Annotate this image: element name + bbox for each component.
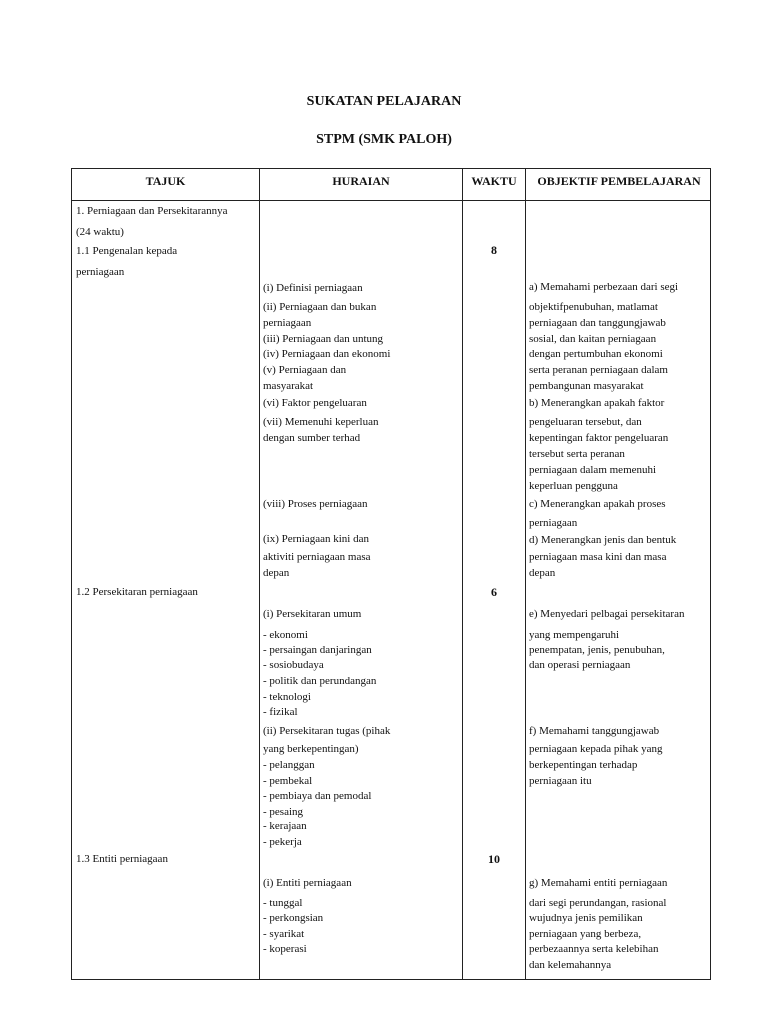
huraian-line: (vi) Faktor pengeluaran: [263, 397, 367, 409]
header-waktu: WAKTU: [471, 174, 517, 188]
huraian-line: - pembekal: [263, 775, 313, 787]
huraian-line: - pekerja: [263, 836, 302, 848]
objektif-line: kepentingan faktor pengeluaran: [529, 432, 669, 444]
objektif-line: c) Menerangkan apakah proses: [529, 498, 666, 510]
huraian-line: depan: [263, 567, 290, 579]
column-divider: [525, 169, 526, 979]
tajuk-line: 1.2 Persekitaran perniagaan: [76, 586, 198, 598]
document-subtitle: STPM (SMK PALOH): [316, 132, 452, 147]
objektif-line: dan operasi perniagaan: [529, 659, 631, 671]
tajuk-line: 1. Perniagaan dan Persekitarannya: [76, 205, 228, 217]
document-title: SUKATAN PELAJARAN: [306, 94, 462, 109]
huraian-line: - kerajaan: [263, 820, 307, 832]
header-huraian: HURAIAN: [332, 174, 390, 188]
objektif-line: dan kelemahannya: [529, 959, 612, 971]
waktu-value: 6: [491, 585, 497, 599]
waktu-value: 8: [491, 243, 497, 257]
objektif-line: f) Memahami tanggungjawab: [529, 725, 660, 737]
huraian-line: - fizikal: [263, 706, 298, 718]
huraian-line: - teknologi: [263, 691, 311, 703]
huraian-line: (viii) Proses perniagaan: [263, 498, 368, 510]
huraian-line: (i) Persekitaran umum: [263, 608, 362, 620]
huraian-line: - persaingan danjaringan: [263, 644, 372, 656]
huraian-line: - pelanggan: [263, 759, 315, 771]
objektif-line: perniagaan kepada pihak yang: [529, 743, 663, 755]
objektif-line: perniagaan itu: [529, 775, 592, 787]
tajuk-line: (24 waktu): [76, 226, 124, 238]
objektif-line: wujudnya jenis pemilikan: [529, 912, 643, 924]
syllabus-table: [71, 168, 711, 980]
huraian-line: - perkongsian: [263, 912, 324, 924]
objektif-line: pengeluaran tersebut, dan: [529, 416, 642, 428]
column-divider: [259, 169, 260, 979]
huraian-line: - pesaing: [263, 806, 304, 818]
objektif-line: pembangunan masyarakat: [529, 380, 644, 392]
huraian-line: aktiviti perniagaan masa: [263, 551, 371, 563]
objektif-line: serta peranan perniagaan dalam: [529, 364, 668, 376]
huraian-line: dengan sumber terhad: [263, 432, 361, 444]
header-objektif: OBJEKTIF PEMBELAJARAN: [537, 174, 701, 188]
tajuk-line: 1.1 Pengenalan kepada: [76, 245, 178, 257]
huraian-line: perniagaan: [263, 317, 312, 329]
objektif-line: berkepentingan terhadap: [529, 759, 638, 771]
objektif-line: tersebut serta peranan: [529, 448, 625, 460]
objektif-line: depan: [529, 567, 556, 579]
huraian-line: - sosiobudaya: [263, 659, 324, 671]
waktu-value: 10: [488, 852, 500, 866]
huraian-line: (ii) Perniagaan dan bukan: [263, 301, 377, 313]
objektif-line: perbezaannya serta kelebihan: [529, 943, 659, 955]
huraian-line: (iii) Perniagaan dan untung: [263, 333, 384, 345]
huraian-line: - politik dan perundangan: [263, 675, 377, 687]
huraian-line: (i) Entiti perniagaan: [263, 877, 352, 889]
objektif-line: perniagaan dalam memenuhi: [529, 464, 657, 476]
objektif-line: perniagaan yang berbeza,: [529, 928, 642, 940]
huraian-line: - syarikat: [263, 928, 305, 940]
objektif-line: yang mempengaruhi: [529, 629, 620, 641]
huraian-line: (ii) Persekitaran tugas (pihak: [263, 725, 391, 737]
objektif-line: objektifpenubuhan, matlamat: [529, 301, 658, 313]
header-tajuk: TAJUK: [145, 174, 186, 188]
huraian-line: - koperasi: [263, 943, 307, 955]
huraian-line: yang berkepentingan): [263, 743, 359, 755]
objektif-line: perniagaan masa kini dan masa: [529, 551, 667, 563]
huraian-line: masyarakat: [263, 380, 314, 392]
objektif-line: b) Menerangkan apakah faktor: [529, 397, 665, 409]
tajuk-line: 1.3 Entiti perniagaan: [76, 853, 168, 865]
objektif-line: penempatan, jenis, penubuhan,: [529, 644, 665, 656]
objektif-line: d) Menerangkan jenis dan bentuk: [529, 534, 677, 546]
huraian-line: - ekonomi: [263, 629, 308, 641]
tajuk-line: perniagaan: [76, 266, 125, 278]
objektif-line: dengan pertumbuhan ekonomi: [529, 348, 663, 360]
objektif-line: keperluan pengguna: [529, 480, 618, 492]
header-divider: [72, 200, 710, 201]
huraian-line: (v) Perniagaan dan: [263, 364, 347, 376]
huraian-line: - tunggal: [263, 897, 303, 909]
objektif-line: dari segi perundangan, rasional: [529, 897, 667, 909]
objektif-line: e) Menyedari pelbagai persekitaran: [529, 608, 685, 620]
huraian-line: (iv) Perniagaan dan ekonomi: [263, 348, 391, 360]
huraian-line: (ix) Perniagaan kini dan: [263, 533, 369, 545]
huraian-line: - pembiaya dan pemodal: [263, 790, 372, 802]
objektif-line: perniagaan: [529, 517, 578, 529]
objektif-line: a) Memahami perbezaan dari segi: [529, 281, 679, 293]
objektif-line: g) Memahami entiti perniagaan: [529, 877, 668, 889]
huraian-line: (i) Definisi perniagaan: [263, 282, 363, 294]
huraian-line: (vii) Memenuhi keperluan: [263, 416, 379, 428]
objektif-line: sosial, dan kaitan perniagaan: [529, 333, 657, 345]
objektif-line: perniagaan dan tanggungjawab: [529, 317, 666, 329]
